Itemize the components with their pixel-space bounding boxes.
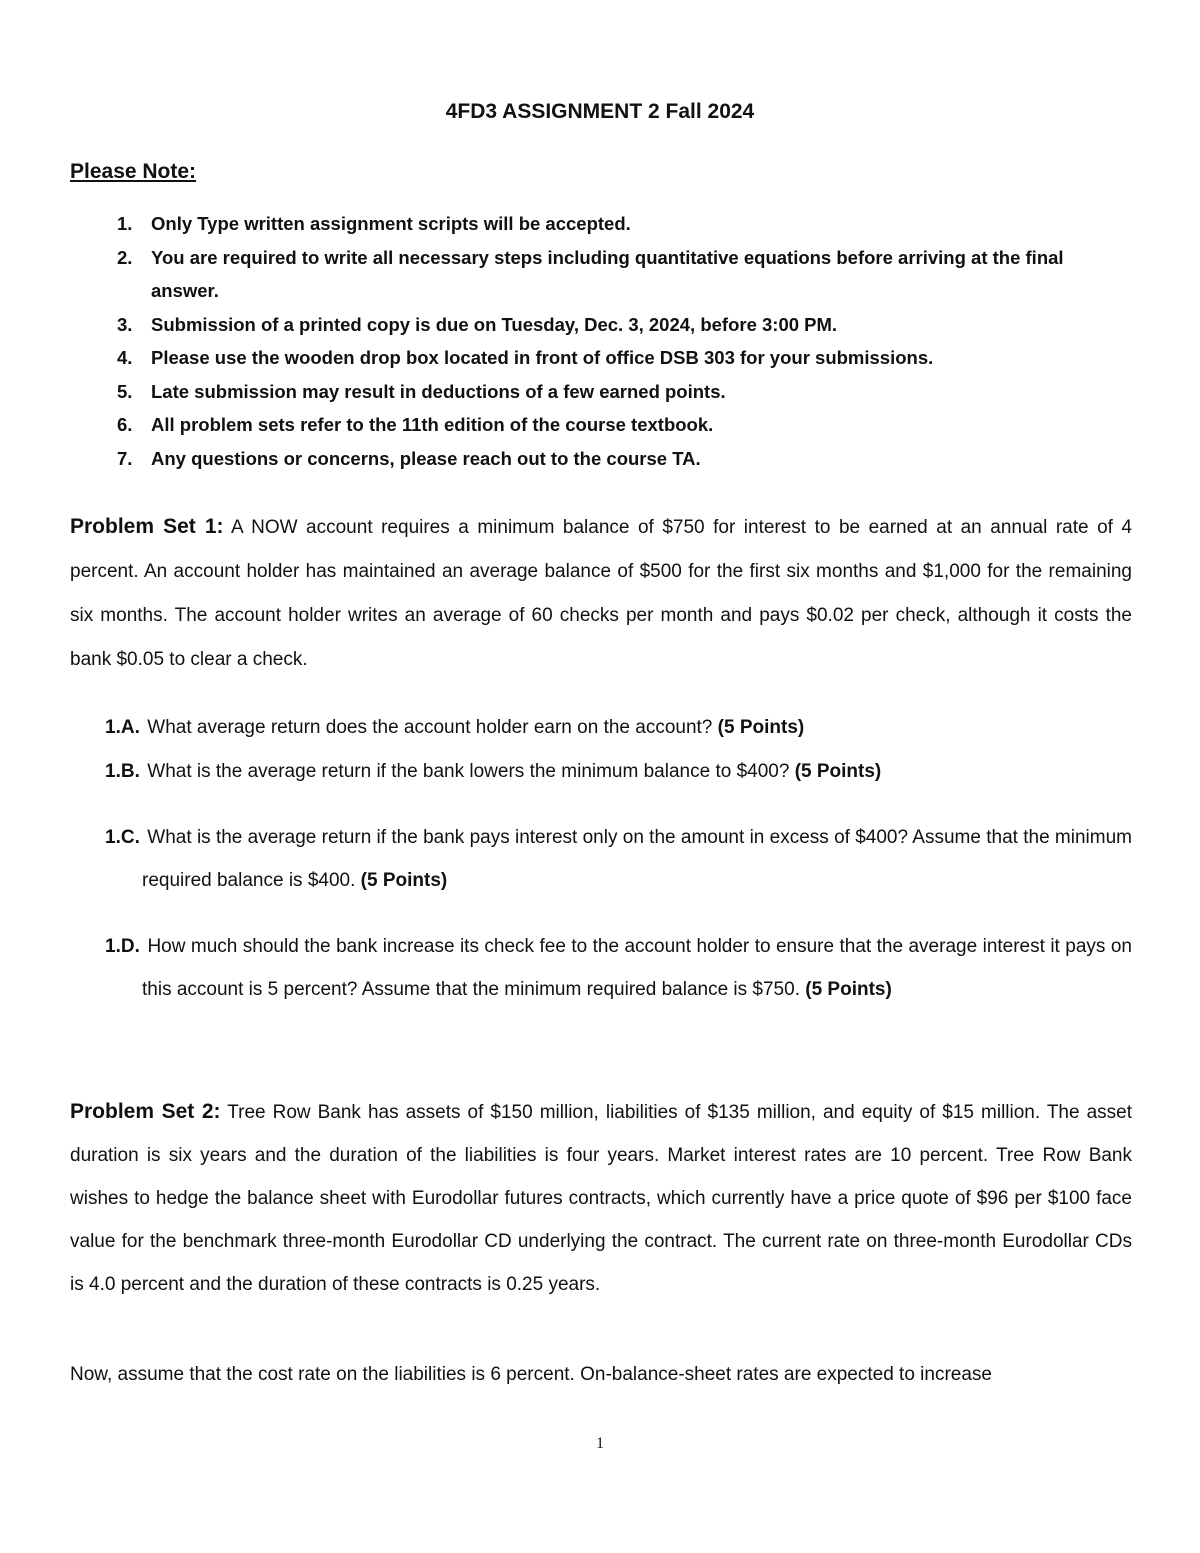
note-number: 2. [117,246,133,268]
problem-set-2-paragraph [70,1090,1132,1306]
question-points: (5 Points) [717,717,805,738]
problem-set-2-continuation: Now, assume that the cost rate on the liabilities is 6 percent. On-balance-sheet rates are expected to increase [70,1364,993,1385]
problem-set-2-label: Problem Set 2: [70,1100,221,1123]
note-text: Late submission may result in deductions of a few earned points. [151,380,726,402]
question-1a [70,711,1132,745]
problem-set-1-text: A NOW account requires a minimum balance of $750 for interest to be earned at an annual rate of 4 percent. An account holder has maintained an average balance of $500 for the first six months and $1,000 for the remaining six months. The account holder writes an average of 60 checks per month and pays $0.02 per check, although it costs the bank $0.05 to clear a check. [70,517,1132,670]
question-1b [70,755,1132,789]
note-number: 5. [117,380,133,402]
note-item [70,308,1132,342]
question-1d [70,925,1132,1011]
question-text: What is the average return if the bank pays interest only on the amount in excess of $400? Assume that the minimum required balance is $400. [142,827,1132,891]
notes-list [70,207,1132,475]
note-heading: Please Note: [70,160,197,183]
note-item [70,207,1132,241]
note-number: 6. [117,414,133,435]
problem-set-1-label: Problem Set 1: [70,515,224,538]
question-points: (5 Points) [360,870,448,891]
page-number: 1 [596,1435,604,1452]
note-item [70,375,1132,409]
question-text: How much should the bank increase its check fee to the account holder to ensure that the average interest it pays on this account is 5 percent? Assume that the minimum required balance is $750. [142,936,1132,1000]
question-points: (5 Points) [805,979,892,1000]
note-text: Please use the wooden drop box located in front of office DSB 303 for your submissions. [151,347,934,368]
note-item [70,341,1132,375]
question-number: 1.B. [105,761,140,782]
problem-set-2-text: Tree Row Bank has assets of $150 million, liabilities of $135 million, and equity of $15 million. The asset duration is six years and the duration of the liabilities is four years. Market interest rates are 10 percent. Tree Row Bank wishes to hedge the balance sheet with Eurodollar futures contracts, which currently have a price quote of $96 per $100 face value for the benchmark three-month Eurodollar CD underlying the contract. The current rate on three-month Eurodollar CDs is 4.0 percent and the duration of these contracts is 0.25 years. [70,1102,1132,1295]
note-number: 4. [117,347,133,368]
note-number: 1. [117,213,133,234]
question-number: 1.A. [105,717,140,738]
note-text: Only Type written assignment scripts will be accepted. [151,213,631,234]
note-text: Any questions or concerns, please reach out to the course TA. [151,447,701,469]
note-text: You are required to write all necessary steps including quantitative equations before arriving at the final answer. [151,246,1064,301]
note-item [70,442,1132,476]
note-item [70,241,1132,308]
question-number: 1.C. [105,827,140,848]
question-text: What is the average return if the bank lowers the minimum balance to $400? [142,761,795,782]
note-item [70,408,1132,442]
note-number: 3. [117,313,133,335]
question-points: (5 Points) [794,761,882,782]
document-title: 4FD3 ASSIGNMENT 2 Fall 2024 [445,100,755,123]
question-number: 1.D. [105,936,140,957]
question-text: What average return does the account holder earn on the account? [142,717,718,738]
note-text: Submission of a printed copy is due on Tuesday, Dec. 3, 2024, before 3:00 PM. [151,313,838,335]
note-number: 7. [117,447,133,469]
note-text: All problem sets refer to the 11th edition of the course textbook. [151,414,714,435]
question-1c [70,816,1132,902]
problem-set-1-paragraph [70,505,1132,682]
